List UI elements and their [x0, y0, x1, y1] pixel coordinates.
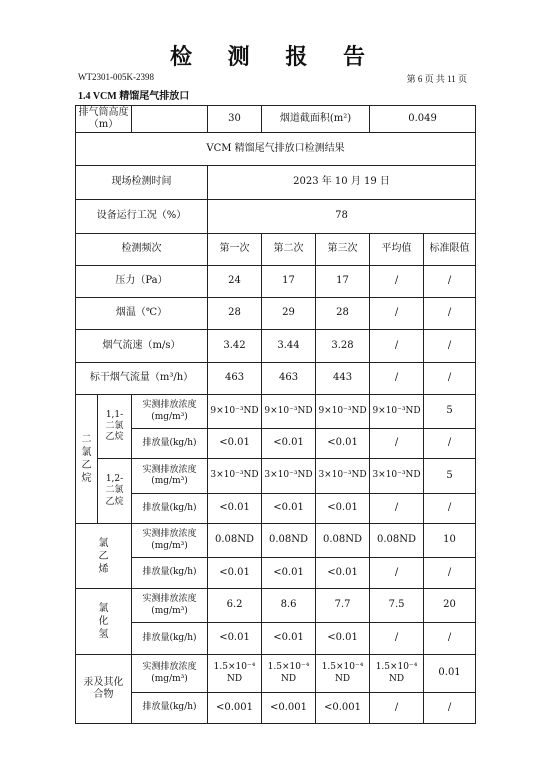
stack-height-label: 排气筒高度（m）	[76, 106, 132, 133]
param-average: /	[370, 363, 424, 395]
limit: /	[424, 429, 476, 459]
average: 1.5×10⁻⁴ ND	[370, 655, 424, 693]
value: 0.08ND	[316, 524, 370, 558]
value: <0.01	[262, 429, 316, 459]
value: 3×10⁻³ND	[262, 459, 316, 494]
dce12-conc-row	[76, 459, 476, 494]
limit: 10	[424, 524, 476, 558]
hg-rate-row	[76, 693, 476, 724]
hcl-rate-row	[76, 623, 476, 655]
condition-label: 设备运行工况（%）	[76, 200, 208, 234]
value: <0.01	[316, 429, 370, 459]
average: 0.08ND	[370, 524, 424, 558]
value: 6.2	[208, 589, 262, 623]
results-title: VCM 精馏尾气排放口检测结果	[76, 133, 476, 166]
limit: 5	[424, 395, 476, 429]
value: 3×10⁻³ND	[316, 459, 370, 494]
pollutant-12-dce: 1,2-二氯乙烷	[98, 459, 132, 524]
stack-spacer	[132, 106, 208, 133]
value: 9×10⁻³ND	[262, 395, 316, 429]
value: 8.6	[262, 589, 316, 623]
value: <0.001	[262, 693, 316, 724]
vcm-rate-row	[76, 558, 476, 589]
value: 1.5×10⁻⁴ ND	[208, 655, 262, 693]
value: <0.01	[262, 558, 316, 589]
param-value: 29	[262, 298, 316, 330]
dce11-rate-row	[76, 429, 476, 459]
value: <0.01	[316, 494, 370, 524]
stack-row	[76, 106, 476, 133]
param-value: 28	[316, 298, 370, 330]
conc-label: 实测排放浓度(mg/m³)	[132, 655, 208, 693]
date-label: 现场检测时间	[76, 166, 208, 200]
hg-conc-row	[76, 655, 476, 693]
conc-label: 实测排放浓度(mg/m³)	[132, 459, 208, 494]
param-limit: /	[424, 330, 476, 363]
param-value: 463	[208, 363, 262, 395]
param-value: 17	[262, 266, 316, 298]
value: 7.7	[316, 589, 370, 623]
average: 9×10⁻³ND	[370, 395, 424, 429]
value: <0.001	[208, 693, 262, 724]
stack-area-label: 烟道截面积(m²)	[262, 106, 370, 133]
condition-value: 78	[208, 200, 476, 234]
limit: /	[424, 693, 476, 724]
col-average: 平均值	[370, 234, 424, 266]
limit: 20	[424, 589, 476, 623]
param-value: 443	[316, 363, 370, 395]
pollutant-hydrogen-chloride: 氯化氢	[76, 589, 132, 655]
rate-label: 排放量(kg/h)	[132, 494, 208, 524]
dce12-rate-row	[76, 494, 476, 524]
value: <0.01	[262, 623, 316, 655]
report-number: WT2301-005K-2398	[78, 72, 154, 82]
param-value: 3.42	[208, 330, 262, 363]
value: <0.01	[316, 623, 370, 655]
value: <0.01	[208, 623, 262, 655]
group-dichloroethane: 二氯乙烷	[76, 395, 98, 524]
value: <0.01	[262, 494, 316, 524]
col-limit: 标准限值	[424, 234, 476, 266]
value: <0.01	[208, 494, 262, 524]
limit: /	[424, 494, 476, 524]
average: /	[370, 494, 424, 524]
param-name: 标干烟气流量（m³/h）	[76, 363, 208, 395]
average: /	[370, 429, 424, 459]
param-row-temperature	[76, 298, 476, 330]
limit: 0.01	[424, 655, 476, 693]
value: <0.001	[316, 693, 370, 724]
value: <0.01	[208, 558, 262, 589]
dce11-conc-row	[76, 395, 476, 429]
hcl-conc-row	[76, 589, 476, 623]
param-row-velocity	[76, 330, 476, 363]
conc-label: 实测排放浓度(mg/m³)	[132, 395, 208, 429]
param-value: 463	[262, 363, 316, 395]
col-first: 第一次	[208, 234, 262, 266]
value: <0.01	[208, 429, 262, 459]
param-value: 17	[316, 266, 370, 298]
limit: 5	[424, 459, 476, 494]
average: 3×10⁻³ND	[370, 459, 424, 494]
param-name: 压力（Pa）	[76, 266, 208, 298]
stack-area-value: 0.049	[370, 106, 476, 133]
param-value: 3.28	[316, 330, 370, 363]
vcm-conc-row	[76, 524, 476, 558]
limit: /	[424, 623, 476, 655]
param-limit: /	[424, 298, 476, 330]
param-name: 烟温（℃）	[76, 298, 208, 330]
param-value: 3.44	[262, 330, 316, 363]
col-third: 第三次	[316, 234, 370, 266]
value: 3×10⁻³ND	[208, 459, 262, 494]
rate-label: 排放量(kg/h)	[132, 429, 208, 459]
param-limit: /	[424, 363, 476, 395]
param-average: /	[370, 330, 424, 363]
param-row-pressure	[76, 266, 476, 298]
param-row-flow	[76, 363, 476, 395]
pollutant-vinyl-chloride: 氯乙烯	[76, 524, 132, 589]
value: 1.5×10⁻⁴ ND	[316, 655, 370, 693]
conc-label: 实测排放浓度(mg/m³)	[132, 524, 208, 558]
param-value: 24	[208, 266, 262, 298]
param-average: /	[370, 266, 424, 298]
average: 7.5	[370, 589, 424, 623]
average: /	[370, 693, 424, 724]
col-second: 第二次	[262, 234, 316, 266]
column-header-row	[76, 234, 476, 266]
param-limit: /	[424, 266, 476, 298]
conc-label: 实测排放浓度(mg/m³)	[132, 589, 208, 623]
value: <0.01	[316, 558, 370, 589]
value: 9×10⁻³ND	[316, 395, 370, 429]
results-table	[75, 105, 476, 724]
page-info: 第 6 页 共 11 页	[406, 74, 467, 84]
rate-label: 排放量(kg/h)	[132, 558, 208, 589]
value: 1.5×10⁻⁴ ND	[262, 655, 316, 693]
report-title: 检 测 报 告	[170, 44, 379, 70]
value: 9×10⁻³ND	[208, 395, 262, 429]
section-heading: 1.4 VCM 精馏尾气排放口	[78, 91, 190, 102]
param-value: 28	[208, 298, 262, 330]
rate-label: 排放量(kg/h)	[132, 623, 208, 655]
stack-height-value: 30	[208, 106, 262, 133]
pollutant-mercury: 汞及其化合物	[76, 655, 132, 724]
average: /	[370, 623, 424, 655]
param-average: /	[370, 298, 424, 330]
average: /	[370, 558, 424, 589]
param-name: 烟气流速（m/s）	[76, 330, 208, 363]
value: 0.08ND	[208, 524, 262, 558]
pollutant-11-dce: 1,1-二氯乙烷	[98, 395, 132, 459]
limit: /	[424, 558, 476, 589]
date-value: 2023 年 10 月 19 日	[208, 166, 476, 200]
col-freq: 检测频次	[76, 234, 208, 266]
value: 0.08ND	[262, 524, 316, 558]
rate-label: 排放量(kg/h)	[132, 693, 208, 724]
